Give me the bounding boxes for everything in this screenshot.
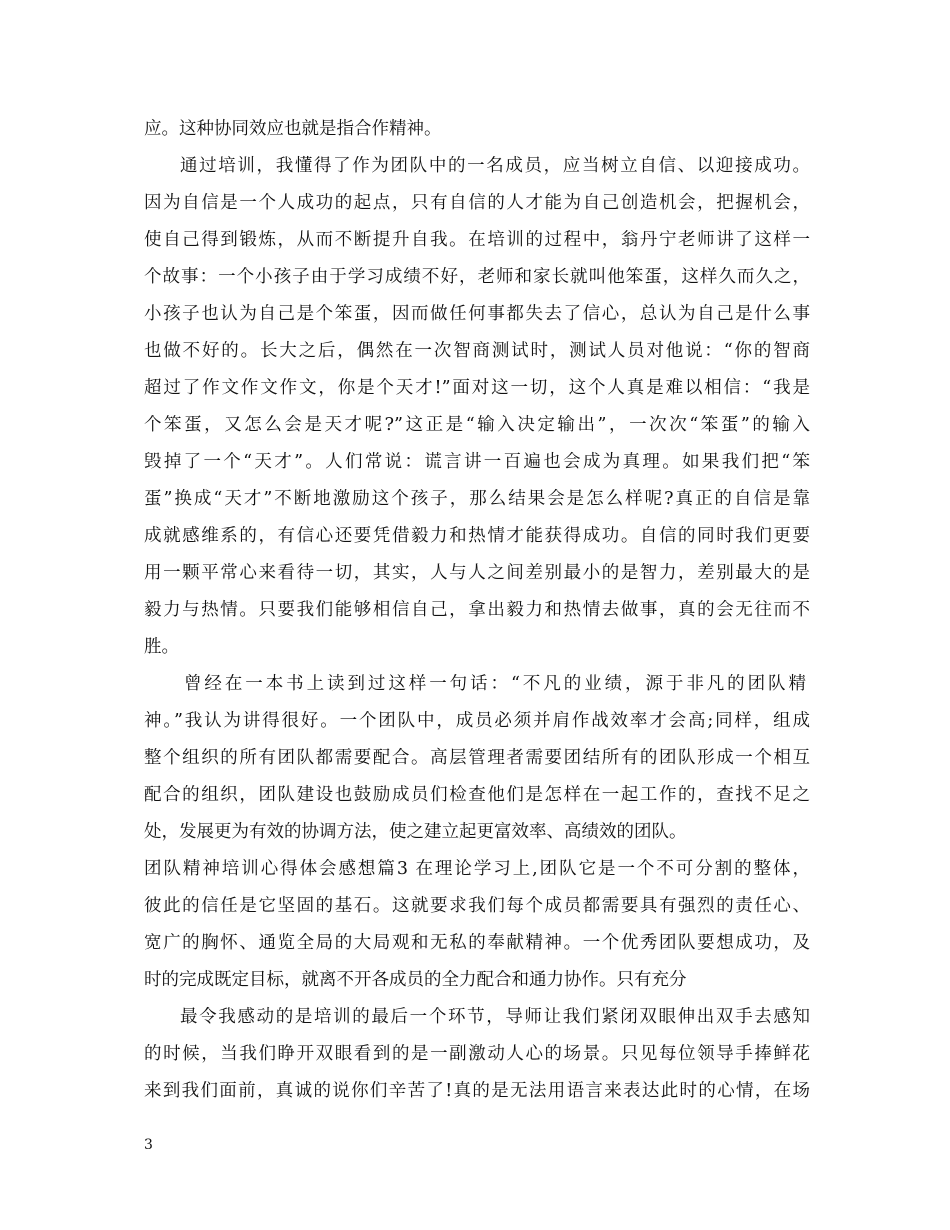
text-line: 彼此的信任是它坚固的基石。这就要求我们每个成员都需要具有强烈的责任心、: [144, 896, 810, 916]
text-line: 神。”我认为讲得很好。一个团队中，成员必须并肩作战效率才会高;同样，组成: [144, 711, 810, 731]
text-line: 胜。: [144, 637, 179, 657]
text-line: 整个组织的所有团队都需要配合。高层管理者需要团结所有的团队形成一个相互: [144, 748, 810, 768]
text-line: 因为自信是一个人成功的起点，只有自信的人才能为自己创造机会，把握机会，: [144, 193, 810, 213]
text-line: 蛋”换成“天才”不断地激励这个孩子，那么结果会是怎么样呢?真正的自信是靠: [144, 489, 810, 509]
text-line: 通过培训，我懂得了作为团队中的一名成员，应当树立自信、以迎接成功。: [180, 156, 810, 176]
text-line: 曾经在一本书上读到过这样一句话：“不凡的业绩，源于非凡的团队精: [184, 674, 806, 694]
text-line: 用一颗平常心来看待一切，其实，人与人之间差别最小的是智力，差别最大的是: [144, 563, 810, 583]
text-line: 来到我们面前，真诚的说你们辛苦了!真的是无法用语言来表达此时的心情，在场: [144, 1081, 810, 1101]
text-line: 超过了作文作文作文，你是个天才!”面对这一切，这个人真是难以相信：“我是: [144, 378, 810, 398]
section-heading-line: 团队精神培训心得体会感想篇3 在理论学习上,团队它是一个不可分割的整体，: [144, 859, 810, 879]
text-line: 最令我感动的是培训的最后一个环节，导师让我们紧闭双眼伸出双手去感知: [180, 1007, 810, 1027]
text-line: 也做不好的。长大之后，偶然在一次智商测试时，测试人员对他说：“你的智商: [144, 341, 810, 361]
text-line: 时的完成既定目标，就离不开各成员的全力配合和通力协作。只有充分: [144, 970, 687, 990]
text-line: 处，发展更为有效的协调方法，使之建立起更富效率、高绩效的团队。: [144, 822, 687, 842]
text-line: 毁掉了一个“天才”。人们常说：谎言讲一百遍也会成为真理。如果我们把“笨: [144, 452, 810, 472]
text-line: 的时候，当我们睁开双眼看到的是一副激动人心的场景。只见每位领导手捧鲜花: [144, 1044, 810, 1064]
text-line: 个笨蛋，又怎么会是天才呢?”这正是“输入决定输出”，一次次“笨蛋”的输入: [144, 415, 810, 435]
text-line: 成就感维系的，有信心还要凭借毅力和热情才能获得成功。自信的同时我们更要: [144, 526, 810, 546]
text-line: 应。这种协同效应也就是指合作精神。: [144, 119, 442, 139]
text-line: 宽广的胸怀、通览全局的大局观和无私的奉献精神。一个优秀团队要想成功，及: [144, 933, 810, 953]
page-number: 3: [144, 1137, 153, 1153]
text-line: 配合的组织，团队建设也鼓励成员们检查他们是怎样在一起工作的，查找不足之: [144, 785, 810, 805]
text-line: 小孩子也认为自己是个笨蛋，因而做任何事都失去了信心，总认为自己是什么事: [144, 304, 810, 324]
text-line: 使自己得到锻炼，从而不断提升自我。在培训的过程中，翁丹宁老师讲了这样一: [144, 230, 810, 250]
text-line: 毅力与热情。只要我们能够相信自己，拿出毅力和热情去做事，真的会无往而不: [144, 600, 810, 620]
text-line: 个故事：一个小孩子由于学习成绩不好，老师和家长就叫他笨蛋，这样久而久之，: [144, 267, 810, 287]
